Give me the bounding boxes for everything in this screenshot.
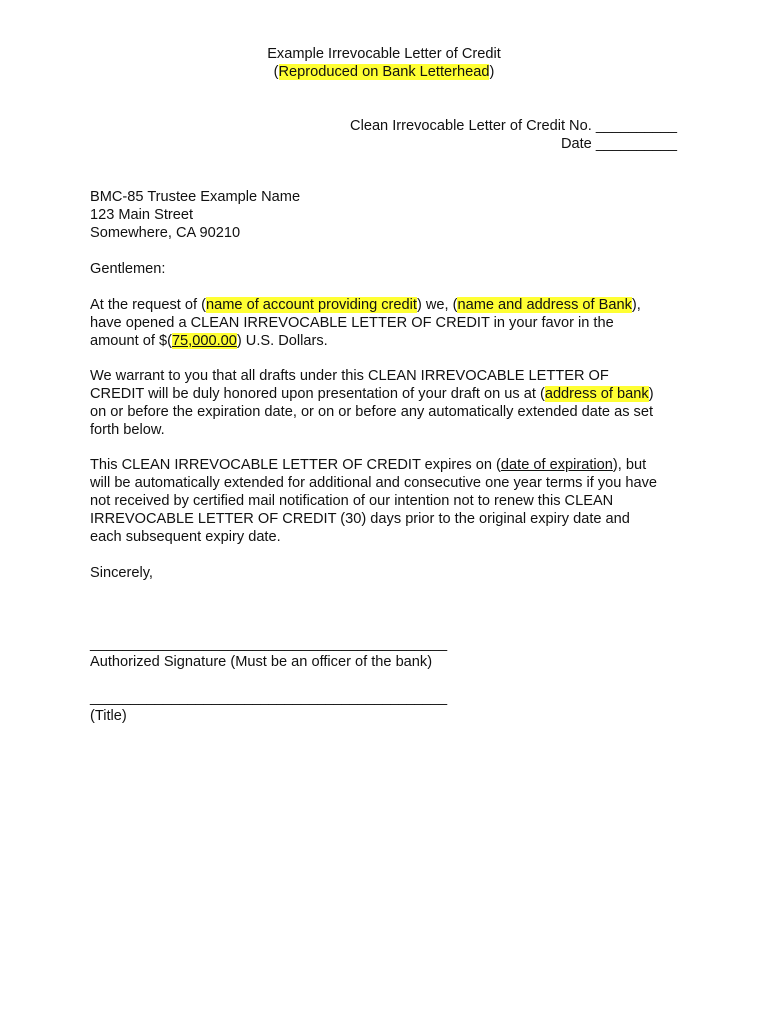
paragraph-request: At the request of (name of account providing credit) we, (name and address of Bank), have opened a CLEAN IRREVOCABLE LETTER OF CREDIT in your favor in the amount of $(75,000.00) U.S. Dollars. [90,297,641,349]
letter-date: Date __________ [560,136,677,152]
document-title: Example Irrevocable Letter of Credit [267,46,501,62]
salutation: Gentlemen: [90,261,166,277]
closing: Sincerely, [90,565,153,581]
letter-header [0,45,768,81]
account-placeholder: name of account providing credit [206,297,417,313]
recipient-name: BMC-85 Trustee Example Name [90,189,301,205]
paragraph-warranty: We warrant to you that all drafts under this CLEAN IRREVOCABLE LETTER OF CREDIT will be duly honored upon presentation of your draft on us at (address of bank) on or before the expiration date, or on or before any automatically extended date as set forth below. [90,368,654,438]
document-subtitle: (Reproduced on Bank Letterhead) [273,64,495,80]
title-block [90,689,690,725]
signature-block [90,635,690,671]
title-label: (Title) [90,708,127,724]
letter-of-credit-number: Clean Irrevocable Letter of Credit No. __________ [350,118,677,134]
amount-placeholder: 75,000.00 [171,333,237,349]
recipient-address [90,188,690,242]
recipient-city: Somewhere, CA 90210 [90,225,241,241]
bank-address-placeholder: address of bank [544,386,649,402]
title-line: ____________________________________________ [90,690,448,706]
signature-line: ____________________________________________ [90,636,448,652]
recipient-street: 123 Main Street [90,207,194,223]
letterhead-placeholder: Reproduced on Bank Letterhead [278,64,490,80]
paragraph-expiration: This CLEAN IRREVOCABLE LETTER OF CREDIT expires on (date of expiration), but will be automatically extended for additional and consecutive one year terms if you have not received by certified mail notification of our intention not to renew this CLEAN IRREVOCABLE LETTER OF CREDIT (30) days prior to the original expiry date and each subsequent expiry date. [90,457,658,545]
signature-label: Authorized Signature (Must be an officer of the bank) [90,654,433,670]
expiration-date-placeholder: date of expiration [500,457,613,473]
reference-block [350,117,677,153]
bank-placeholder: name and address of Bank [457,297,632,313]
